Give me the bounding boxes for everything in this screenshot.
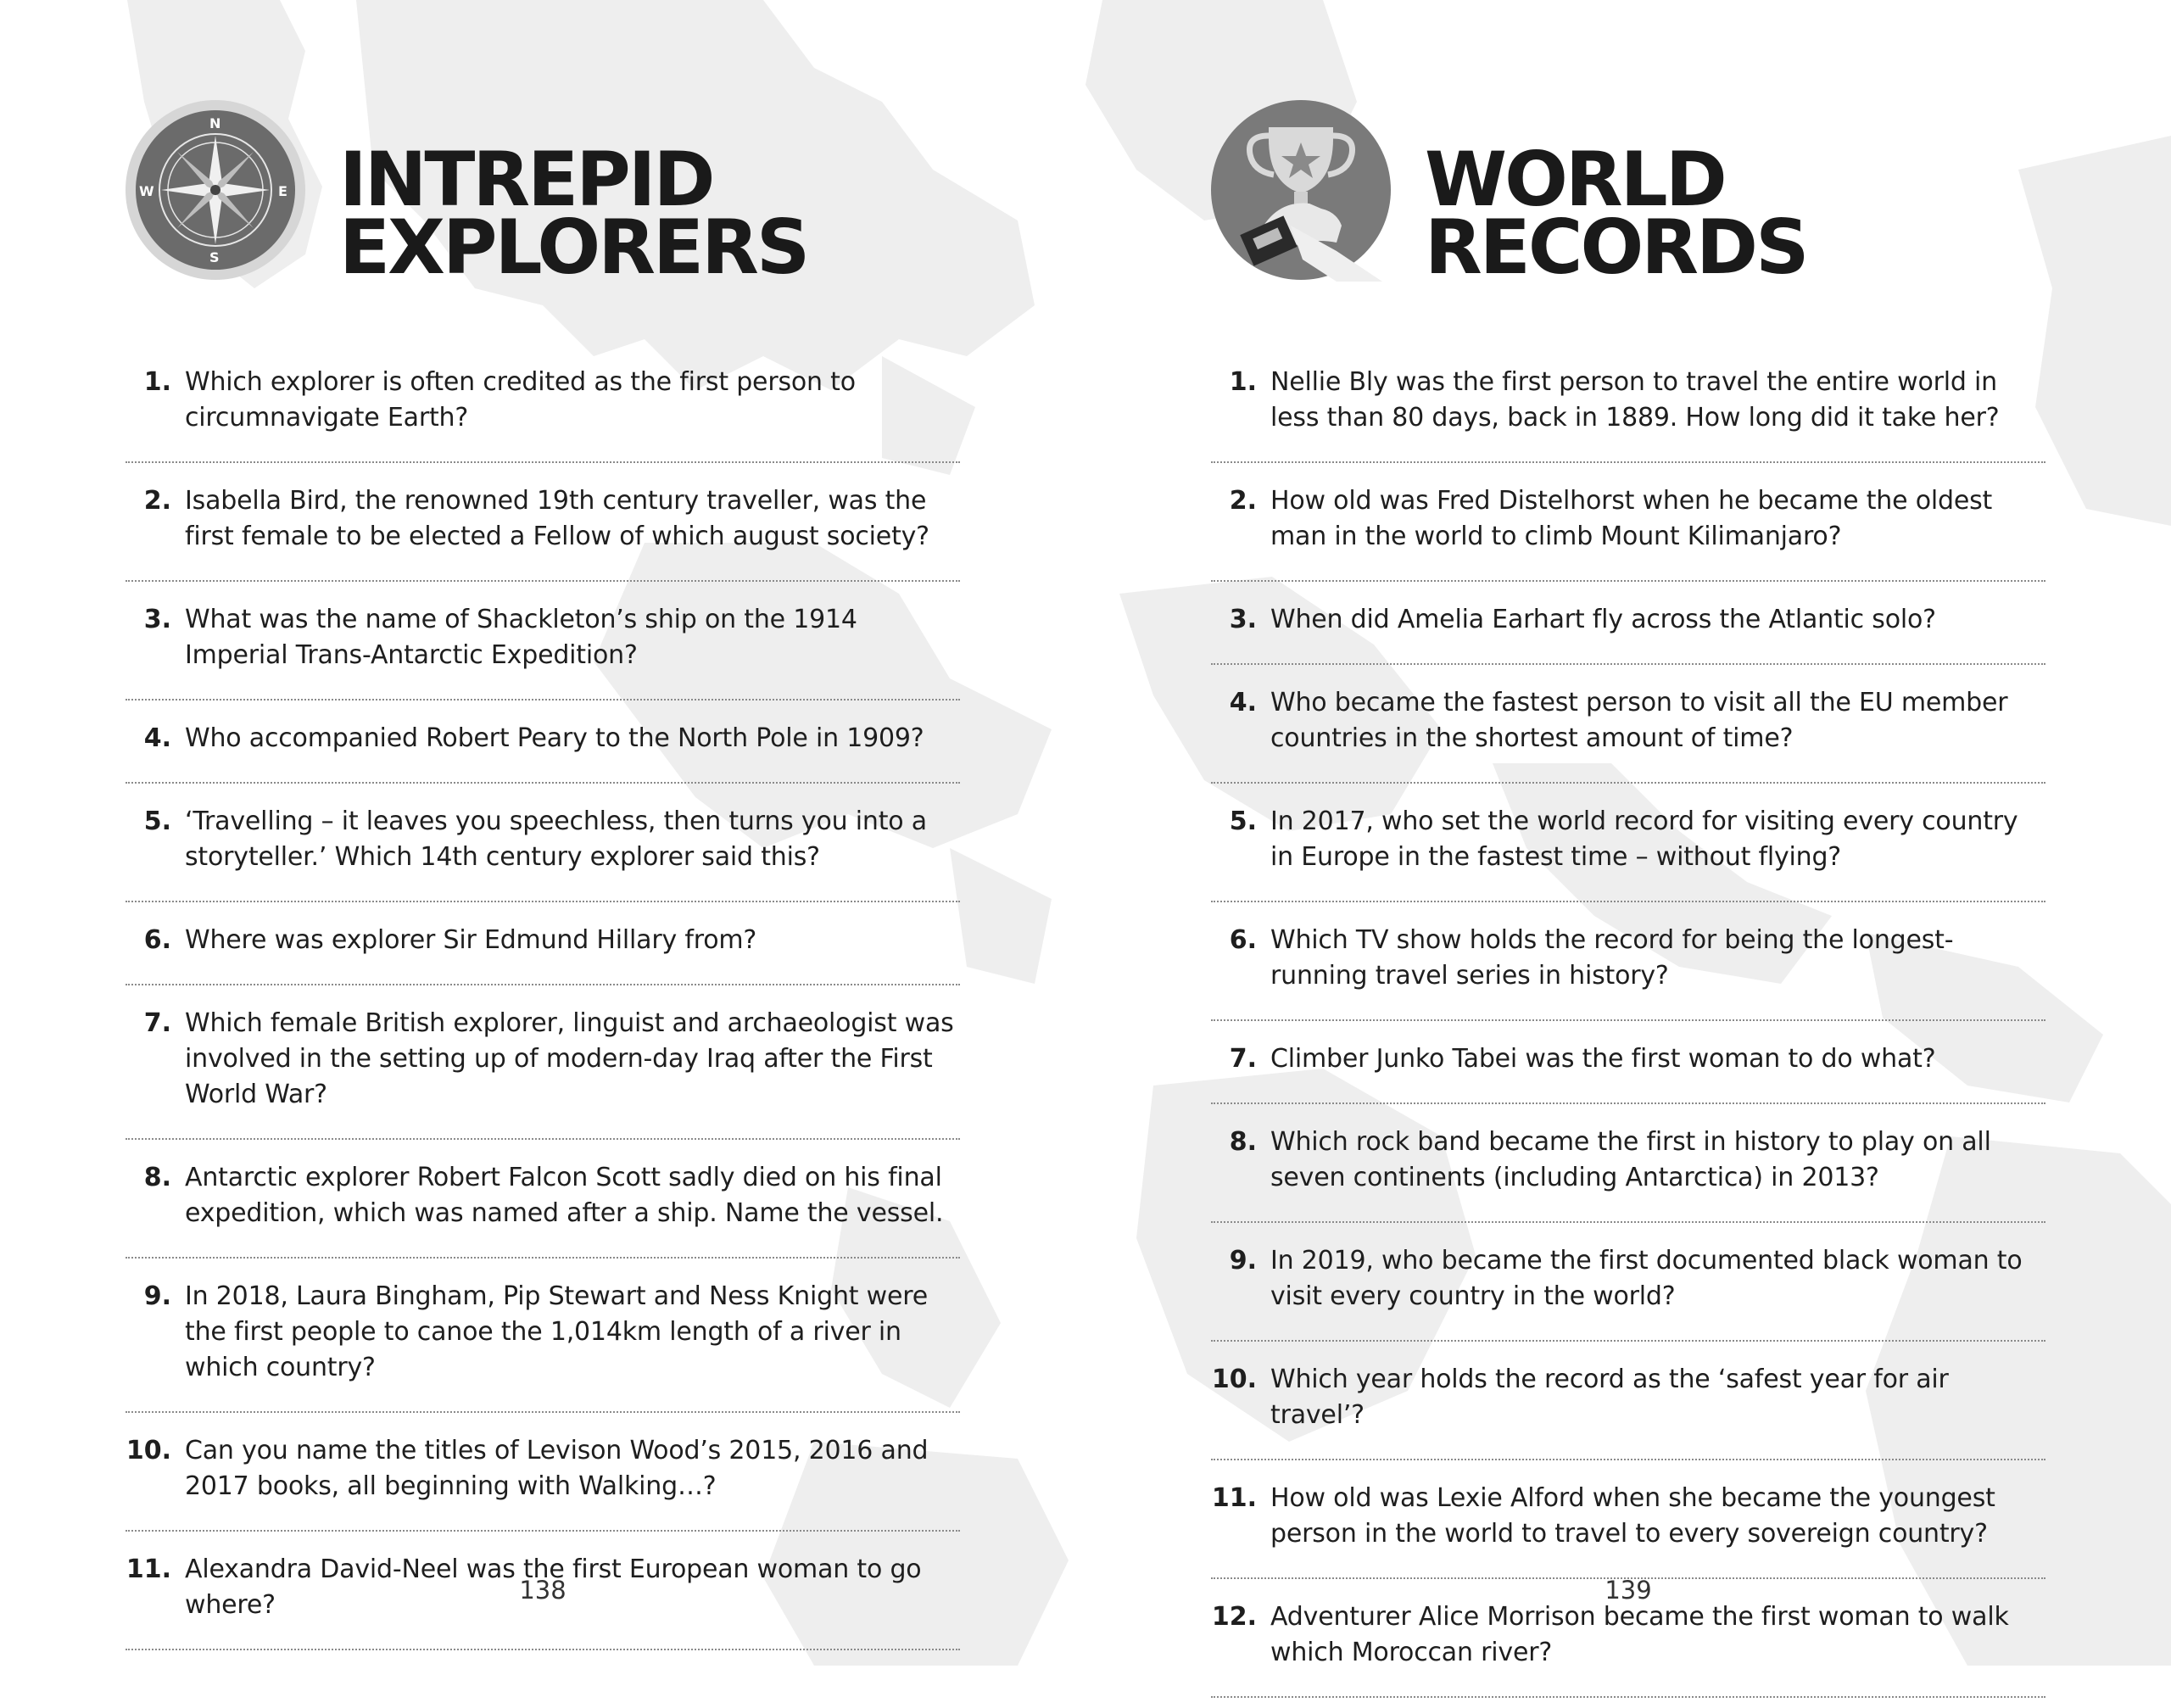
section-title [1425,136,1807,291]
question-item [126,354,960,463]
question-number: 11. [1211,1483,1257,1513]
question-item [1211,1352,2045,1460]
question-text: In 2017, who set the world record for visiting every country in Europe in the fastest time – without flying? [1270,807,2018,872]
question-number: 9. [1229,1246,1257,1275]
question-item [126,1269,960,1413]
question-item [1211,592,2045,665]
title-line-2: EXPLORERS [339,204,808,291]
question-item [1211,354,2045,463]
question-item [1211,473,2045,582]
question-item [126,711,960,784]
question-number: 11. [126,1555,171,1584]
question-text: ‘Travelling – it leaves you speechless, then turns you into a storyteller.’ Which 14th century explorer said this? [185,807,927,872]
page-number: 138 [519,1576,566,1605]
compass-letter-w: W [139,183,154,199]
question-text: When did Amelia Earhart fly across the Atlantic solo? [1270,605,1936,634]
question-text: How old was Fred Distelhorst when he became the oldest man in the world to climb Mount Kilimanjaro? [1270,486,1993,551]
question-item [126,794,960,902]
question-number: 2. [1229,486,1257,516]
question-text: Climber Junko Tabei was the first woman to do what? [1270,1044,1936,1074]
question-number: 4. [1229,688,1257,717]
question-text: In 2019, who became the first documented black woman to visit every country in the world? [1270,1246,2023,1311]
question-number: 4. [143,723,171,753]
title-line-1: INTREPID [339,136,713,223]
question-text: Where was explorer Sir Edmund Hillary from? [185,925,757,955]
question-text: Antarctic explorer Robert Falcon Scott sadly died on his final expedition, which was named after a ship. Name the vessel. [185,1163,944,1228]
title-line-2: RECORDS [1425,204,1807,291]
question-number: 5. [143,807,171,836]
question-item [126,996,960,1140]
question-text: Nellie Bly was the first person to travel the entire world in less than 80 days, back in 1889. How long did it take her? [1270,367,2000,433]
question-item [126,1423,960,1532]
question-text: Which explorer is often credited as the first person to circumnavigate Earth? [185,367,856,433]
question-item [1211,1233,2045,1342]
question-item [1211,1589,2045,1698]
compass-letter-n: N [209,115,221,131]
trophy-icon [1209,98,1392,282]
question-text: Which female British explorer, linguist and archaeologist was involved in the setting up of modern-day Iraq after the First World War? [185,1008,954,1109]
question-number: 3. [143,605,171,634]
section-title [339,136,808,291]
question-number: 10. [1211,1365,1257,1394]
question-text: Which year holds the record as the ‘safest year for air travel’? [1270,1365,1949,1430]
question-item [1211,913,2045,1021]
question-text: Alexandra David-Neel was the first European woman to go where? [185,1555,922,1620]
question-number: 2. [143,486,171,516]
right-page [1086,0,2171,1666]
question-text: Who accompanied Robert Peary to the North Pole in 1909? [185,723,924,753]
question-item [126,913,960,985]
question-number: 1. [1229,367,1257,397]
page-number: 139 [1605,1576,1652,1605]
question-number: 6. [1229,925,1257,955]
title-line-1: WORLD [1425,136,1725,223]
question-number: 6. [143,925,171,955]
question-text: Which rock band became the first in history to play on all seven continents (including Antarctica) in 2013? [1270,1127,1991,1192]
question-number: 7. [1229,1044,1257,1074]
question-text: Isabella Bird, the renowned 19th century traveller, was the first female to be elected a Fellow of which august society? [185,486,929,551]
question-item [126,1150,960,1259]
question-text: In 2018, Laura Bingham, Pip Stewart and Ness Knight were the first people to canoe the 1,014km length of a river in which country? [185,1281,928,1382]
question-item [1211,675,2045,784]
question-text: Who became the fastest person to visit all the EU member countries in the shortest amount of time? [1270,688,2008,753]
question-number: 7. [143,1008,171,1038]
question-text: Adventurer Alice Morrison became the first woman to walk which Moroccan river? [1270,1602,2009,1667]
question-number: 3. [1229,605,1257,634]
question-item [126,473,960,582]
question-item [126,592,960,701]
question-text: Can you name the titles of Levison Wood’s 2015, 2016 and 2017 books, all beginning with Walking…? [185,1436,929,1501]
compass-letter-s: S [209,249,220,265]
question-item [1211,1114,2045,1223]
question-list [126,354,960,1661]
question-number: 10. [126,1436,171,1465]
question-item [1211,1471,2045,1579]
question-text: How old was Lexie Alford when she became the youngest person in the world to travel to every sovereign country? [1270,1483,1995,1549]
question-number: 1. [143,367,171,397]
question-item [1211,794,2045,902]
question-text: What was the name of Shackleton’s ship on the 1914 Imperial Trans-Antarctic Expedition? [185,605,857,670]
question-number: 8. [1229,1127,1257,1157]
question-text: Which TV show holds the record for being the longest-running travel series in history? [1270,925,1954,991]
question-number: 9. [143,1281,171,1311]
compass-letter-e: E [278,183,287,199]
question-list [1211,354,2045,1708]
left-page [0,0,1086,1666]
question-number: 5. [1229,807,1257,836]
question-number: 8. [143,1163,171,1192]
question-item [1211,1031,2045,1104]
question-number: 12. [1211,1602,1257,1632]
